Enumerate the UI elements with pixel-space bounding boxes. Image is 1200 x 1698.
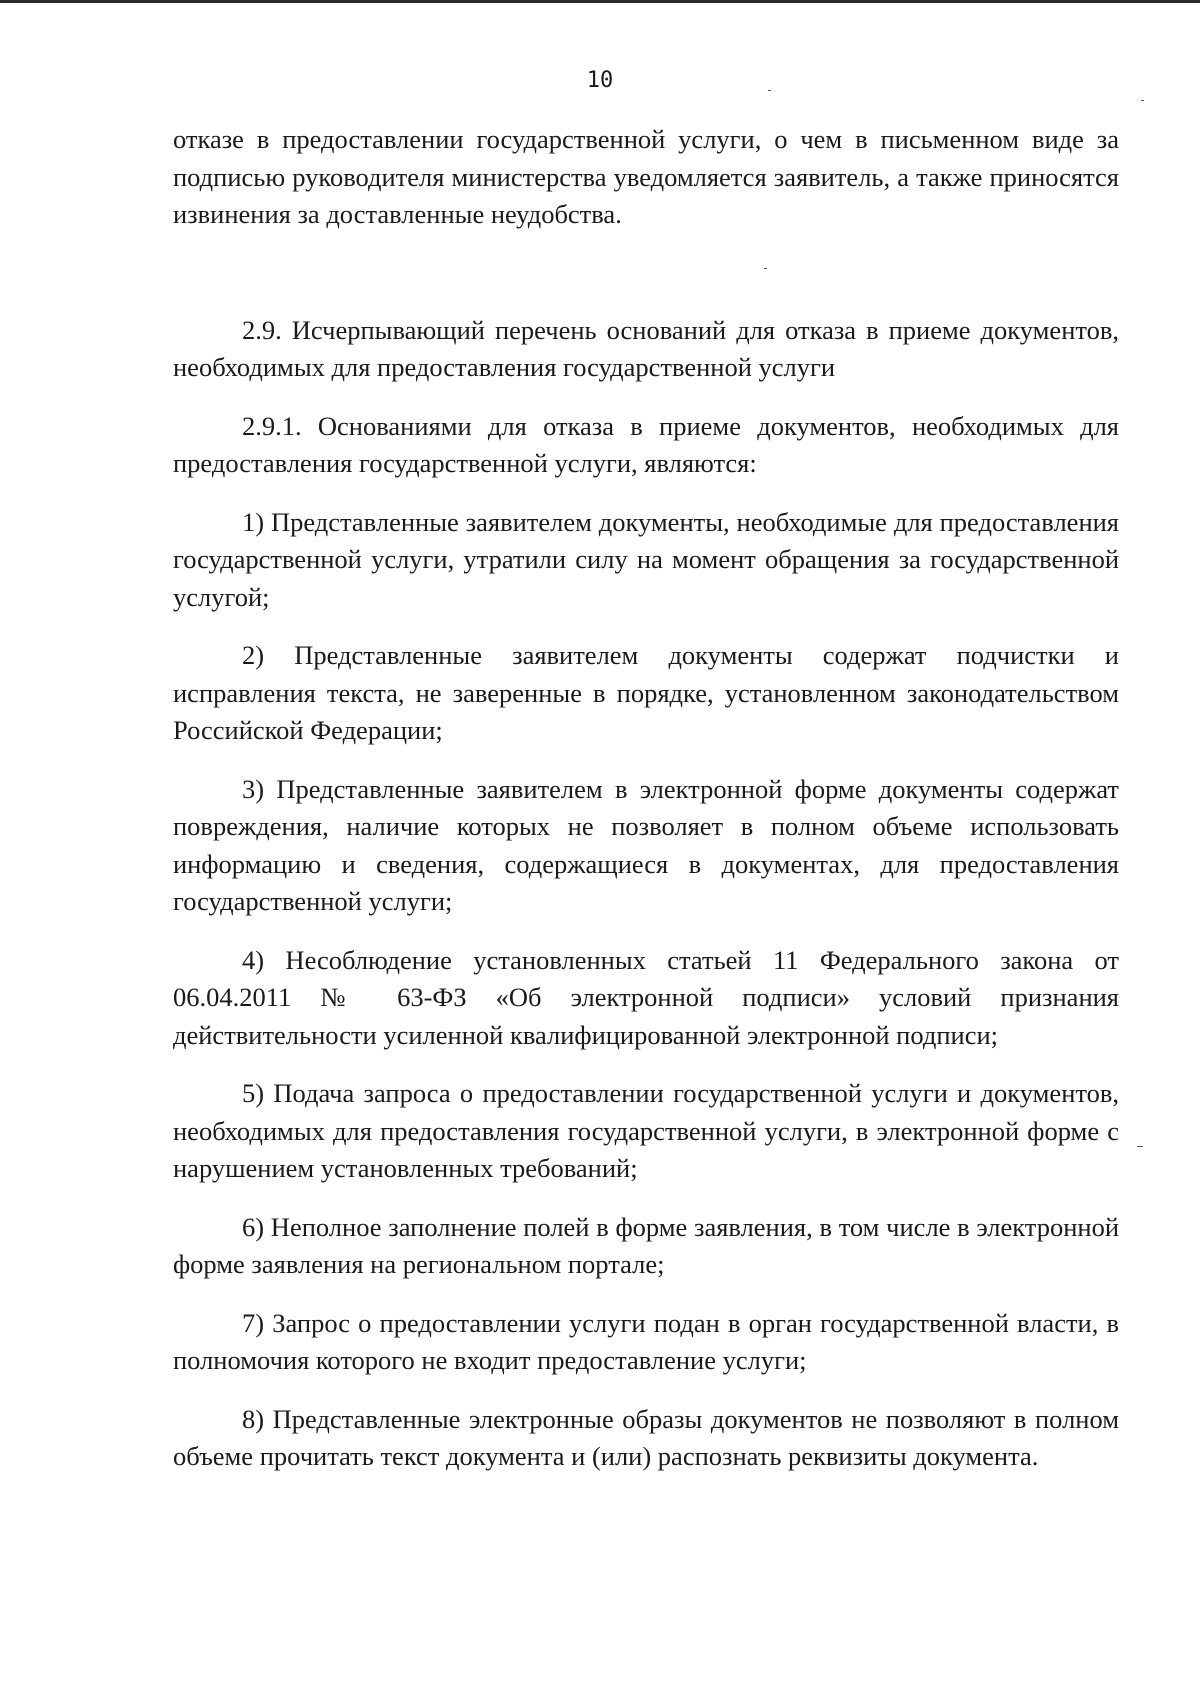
list-item: 6) Неполное заполнение полей в форме заявления, в том числе в электронной форме заявления на региональном портале; xyxy=(173,1211,1119,1279)
scan-speck xyxy=(768,90,771,91)
continuation-paragraph: отказе в предоставлении государственной услуги, о чем в письменном виде за подписью руководителя министерства уведомляется заявитель, а также приносятся извинения за доставленные неудобства. xyxy=(173,124,1119,229)
list-item: 5) Подача запроса о предоставлении государственной услуги и документов, необходимых для предоставления государственной услуги, в электронной форме с нарушением установленных требований; xyxy=(173,1078,1119,1183)
subsection-paragraph-2-9-1: 2.9.1. Основаниями для отказа в приеме документов, необходимых для предоставления государственной услуги, являются: xyxy=(173,410,1119,478)
page-number: 10 xyxy=(586,68,614,93)
scan-speck xyxy=(1137,1146,1143,1147)
scan-top-edge xyxy=(0,0,1200,3)
list-item: 8) Представленные электронные образы документов не позволяют в полном объеме прочитать текст документа и (или) распознать реквизиты документа. xyxy=(173,1403,1119,1471)
list-item: 7) Запрос о предоставлении услуги подан в орган государственной власти, в полномочия которого не входит предоставление услуги; xyxy=(173,1307,1119,1375)
scan-speck xyxy=(1141,100,1144,101)
list-item: 1) Представленные заявителем документы, необходимые для предоставления государственной услуги, утратили силу на момент обращения за государственной услугой; xyxy=(173,506,1119,612)
list-item: 2) Представленные заявителем документы содержат подчистки и исправления текста, не заверенные в порядке, установленном законодательством Российской Федерации; xyxy=(173,640,1119,745)
list-item: 3) Представленные заявителем в электронной форме документы содержат повреждения, наличие которых не позволяет в полном объеме использовать информацию и сведения, содержащиеся в документах, для предоставления государственной услуги; xyxy=(173,773,1119,916)
section-heading-2-9: 2.9. Исчерпывающий перечень оснований для отказа в приеме документов, необходимых для предоставления государственной услуги xyxy=(173,314,1119,382)
list-item: 4) Несоблюдение установленных статьей 11 Федерального закона от 06.04.2011 № 63-ФЗ «Об электронной подписи» условий признания действительности усиленной квалифицированной электронной подписи; xyxy=(173,944,1119,1050)
document-body xyxy=(173,121,1119,1476)
